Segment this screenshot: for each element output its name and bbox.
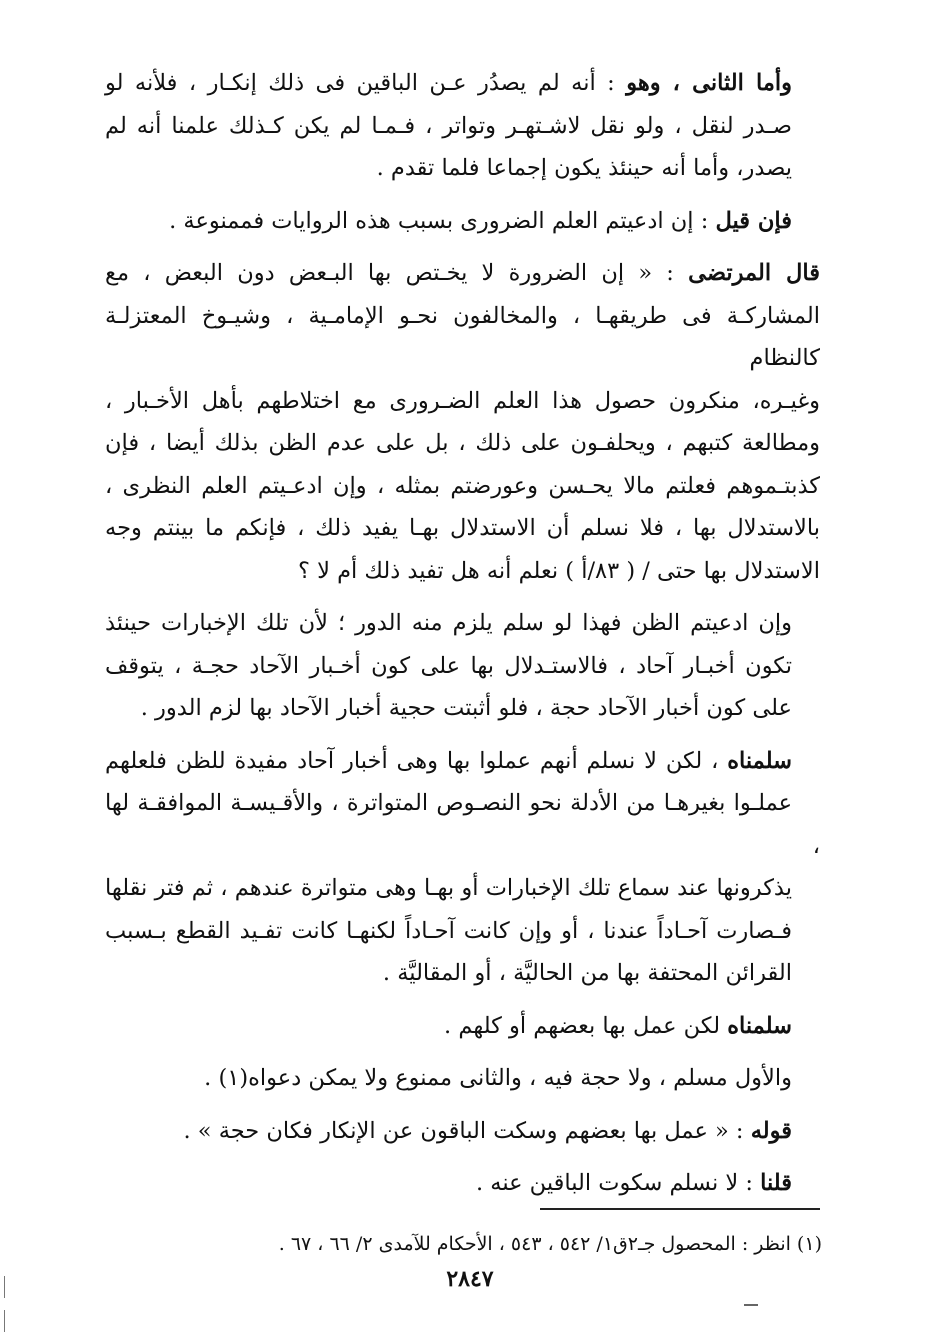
paragraph-2 — [105, 200, 820, 243]
line-text: : أنه لم يصدُر عـن الباقين فى ذلك إنكـار ، فلأنه لو — [105, 70, 615, 96]
page-body — [105, 62, 820, 1205]
text-line — [105, 1162, 820, 1205]
paragraph-4 — [105, 602, 820, 730]
text-line — [105, 252, 820, 295]
paragraph-lead: فإن قيل — [715, 207, 792, 234]
paragraph-8 — [105, 1110, 820, 1153]
paragraph-lead: سلمناه — [727, 747, 792, 774]
line-text: ، لكن لا نسلم أنهم عملوا بها وهى أخبار آحاد مفيدة للظن فلعلهم — [105, 747, 719, 774]
paragraph-1 — [105, 62, 820, 190]
text-line: بالاستدلال بها ، فلا نسلم أن الاستدلال بهـا يفيد ذلك ، فإنكم ما بينتم وجه — [105, 515, 820, 541]
paragraph-3 — [105, 252, 820, 592]
text-line: على كون أخبار الآحاد حجة ، فلو أثبتت حجية أخبار الآحاد بها لزم الدور . — [140, 695, 792, 721]
page-number: ٢٨٤٧ — [446, 1266, 494, 1292]
scan-edge-mark — [4, 1310, 5, 1332]
text-line: وغيـره، منكرون حصول هذا العلم الضـرورى مع اختلاطهم بأهل الأخـبار ، — [105, 387, 820, 414]
scan-dash-mark — [744, 1304, 758, 1306]
text-line — [105, 1110, 820, 1153]
line-text: : « إن الضرورة لا يخـتص بها البـعض دون البعض ، مع — [105, 260, 674, 286]
paragraph-lead: وأما الثانى ، وهو — [626, 70, 792, 96]
text-line: والأول مسلم ، ولا حجة فيه ، والثانى ممنوع ولا يمكن دعواه(١) . — [204, 1065, 792, 1091]
paragraph-6 — [105, 1005, 820, 1048]
paragraph-lead: قال المرتضى — [688, 260, 820, 286]
paragraph-lead: قلنا — [760, 1170, 792, 1196]
line-text: : إن ادعيتم العلم الضرورى بسبب هذه الروايات فممنوعة . — [169, 207, 709, 234]
text-line: يصدر، وأما أنه حينئذ يكون إجماعا فلما تقدم . — [376, 155, 792, 181]
text-line — [105, 740, 820, 783]
text-line: كذبتـموهم فعلتم مالا يحـسن وعورضتم بمثله ، وإن ادعـيتم العلم النظرى ، — [105, 472, 820, 499]
footnote: (١) انظر : المحصول جـ٢ق١/ ٥٤٢ ، ٥٤٣ ، الأحكام للآمدى ٢/ ٦٦ ، ٦٧ . — [278, 1233, 822, 1255]
text-line: المشاركـة فى طريقهـا ، والمخالفون نحـو الإمامـية ، وشيـوخ المعتزلـة كالنظام — [105, 302, 820, 371]
paragraph-9 — [105, 1162, 820, 1205]
text-line: صـدر لنقل ، ولو نقل لاشـتهـر وتواتر ، فـمـا لم يكن كـذلك علمنا أنه لم — [105, 112, 792, 139]
text-line: القرائن المحتفة بها من الحاليَّة ، أو المقاليَّة . — [382, 960, 792, 986]
text-line: ومطالعة كتبهم ، ويحلفـون على ذلك ، بل على عدم الظن بذلك أيضا ، فإن — [105, 430, 820, 456]
paragraph-lead: قوله — [750, 1117, 792, 1144]
line-text: : « عمل بها بعضهم وسكت الباقون عن الإنكار فكان حجة » . — [183, 1117, 744, 1144]
text-line: فـصارت آحـاداً عندنا ، أو وإن كانت آحـاداً لكنهـا كانت تفـيد القطع بـسبب — [105, 917, 792, 944]
paragraph-7 — [105, 1057, 820, 1100]
paragraph-5 — [105, 740, 820, 995]
text-line — [105, 62, 820, 105]
text-line: يذكرونها عند سماع تلك الإخبارات أو بهـا وهى متواترة عندهم ، ثم فتر نقلها — [105, 875, 792, 901]
line-text: لكن عمل بها بعضهم أو كلهم . — [444, 1012, 721, 1039]
paragraph-lead: سلمناه — [727, 1012, 792, 1039]
text-line: عملـوا بغيرهـا من الأدلة نحو النصـوص المتواترة ، والأقـيسـة الموافقـة لها ، — [105, 790, 820, 859]
footnote-divider — [540, 1208, 820, 1210]
text-line: وإن ادعيتم الظن فهذا لو سلم يلزم منه الدور ؛ لأن تلك الإخبارات حينئذ — [105, 610, 792, 636]
text-line: الاستدلال بها حتى / ( ٨٣/أ ) نعلم أنه هل تفيد ذلك أم لا ؟ — [298, 557, 820, 584]
line-text: : لا نسلم سكوت الباقين عنه . — [475, 1170, 753, 1196]
text-line — [105, 1005, 820, 1048]
text-line — [105, 200, 820, 243]
text-line: تكون أخبـار آحاد ، فالاستـدلال بها على كون أخـبار الآحاد حجـة ، يتوقف — [105, 652, 792, 679]
scan-edge-mark — [4, 1276, 5, 1298]
